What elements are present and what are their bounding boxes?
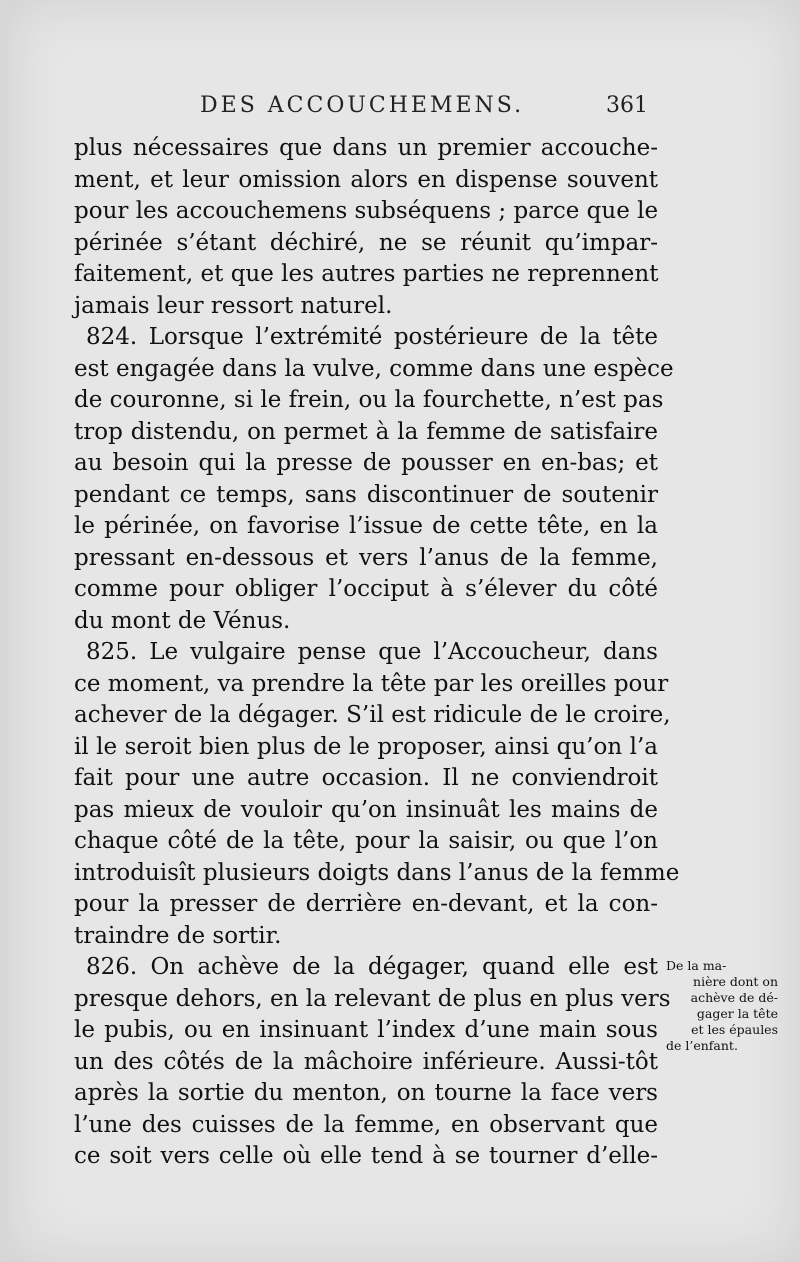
text-line: pas mieux de vouloir qu’on insinuât les mains de xyxy=(74,796,658,823)
text-line: introduisît plusieurs doigts dans l’anus de la femme xyxy=(74,859,680,886)
paragraph-825-start: 825. Le vulgaire pense que l’Accoucheur, dans xyxy=(86,639,658,665)
text-line: au besoin qui la presse de pousser en en-bas; et xyxy=(74,450,658,476)
text-line: fait pour une autre occasion. Il ne conviendroit xyxy=(74,765,658,791)
body-text xyxy=(74,133,680,1173)
text-line: le pubis, ou en insinuant l’index d’une main sous xyxy=(74,1017,658,1043)
text-line: après la sortie du menton, on tourne la face vers xyxy=(74,1080,658,1106)
text-line: du mont de Vénus. xyxy=(74,607,291,634)
text-line: ment, et leur omission alors en dispense souvent xyxy=(74,166,658,193)
running-title: DES ACCOUCHEMENS. xyxy=(200,93,525,118)
text-line: jamais leur ressort naturel. xyxy=(74,292,393,319)
text-line: traindre de sortir. xyxy=(74,922,282,949)
text-line: pour la presser de derrière en-devant, et la con- xyxy=(74,891,658,917)
text-line: pendant ce temps, sans discontinuer de soutenir xyxy=(74,481,658,508)
margin-note-line: nière dont on xyxy=(693,974,778,989)
text-line: de couronne, si le frein, ou la fourchette, n’est pas xyxy=(74,387,664,413)
paragraph-824-start: 824. Lorsque l’extrémité postérieure de la tête xyxy=(86,324,658,350)
text-line: achever de la dégager. S’il est ridicule de le croire, xyxy=(74,702,671,728)
text-line: il le seroit bien plus de le proposer, ainsi qu’on l’a xyxy=(74,733,658,760)
text-line: trop distendu, on permet à la femme de satisfaire xyxy=(74,418,658,445)
text-line: ce soit vers celle où elle tend à se tourner d’elle- xyxy=(74,1143,658,1169)
text-line: l’une des cuisses de la femme, en observant que xyxy=(74,1111,658,1138)
text-line: est engagée dans la vulve, comme dans une espèce xyxy=(74,355,674,382)
text-line: périnée s’étant déchiré, ne se réunit qu’impar- xyxy=(74,229,658,256)
page-number: 361 xyxy=(606,93,648,118)
margin-note-line: de l’enfant. xyxy=(666,1038,738,1053)
text-line: comme pour obliger l’occiput à s’élever du côté xyxy=(74,576,658,602)
text-line: pressant en-dessous et vers l’anus de la femme, xyxy=(74,544,658,571)
text-line: ce moment, va prendre la tête par les oreilles pour xyxy=(74,670,669,697)
text-line: un des côtés de la mâchoire inférieure. Aussi-tôt xyxy=(74,1048,658,1075)
text-line: chaque côté de la tête, pour la saisir, ou que l’on xyxy=(74,828,658,854)
text-line: pour les accouchemens subséquens ; parce que le xyxy=(74,198,659,224)
margin-note-line: et les épaules xyxy=(691,1022,778,1037)
margin-note xyxy=(666,958,778,1054)
text-line: le périnée, on favorise l’issue de cette tête, en la xyxy=(74,513,658,539)
running-head xyxy=(8,93,800,129)
text-line: faitement, et que les autres parties ne reprennent xyxy=(74,261,659,287)
margin-note-line: De la ma- xyxy=(666,958,727,973)
margin-note-line: gager la tête xyxy=(696,1006,778,1021)
text-line: presque dehors, en la relevant de plus en plus vers xyxy=(74,985,671,1012)
book-page xyxy=(8,0,800,1262)
margin-note-line: achève de dé- xyxy=(690,990,778,1005)
paragraph-826-start: 826. On achève de la dégager, quand elle est xyxy=(86,954,658,980)
text-line: plus nécessaires que dans un premier accouche- xyxy=(74,135,658,161)
